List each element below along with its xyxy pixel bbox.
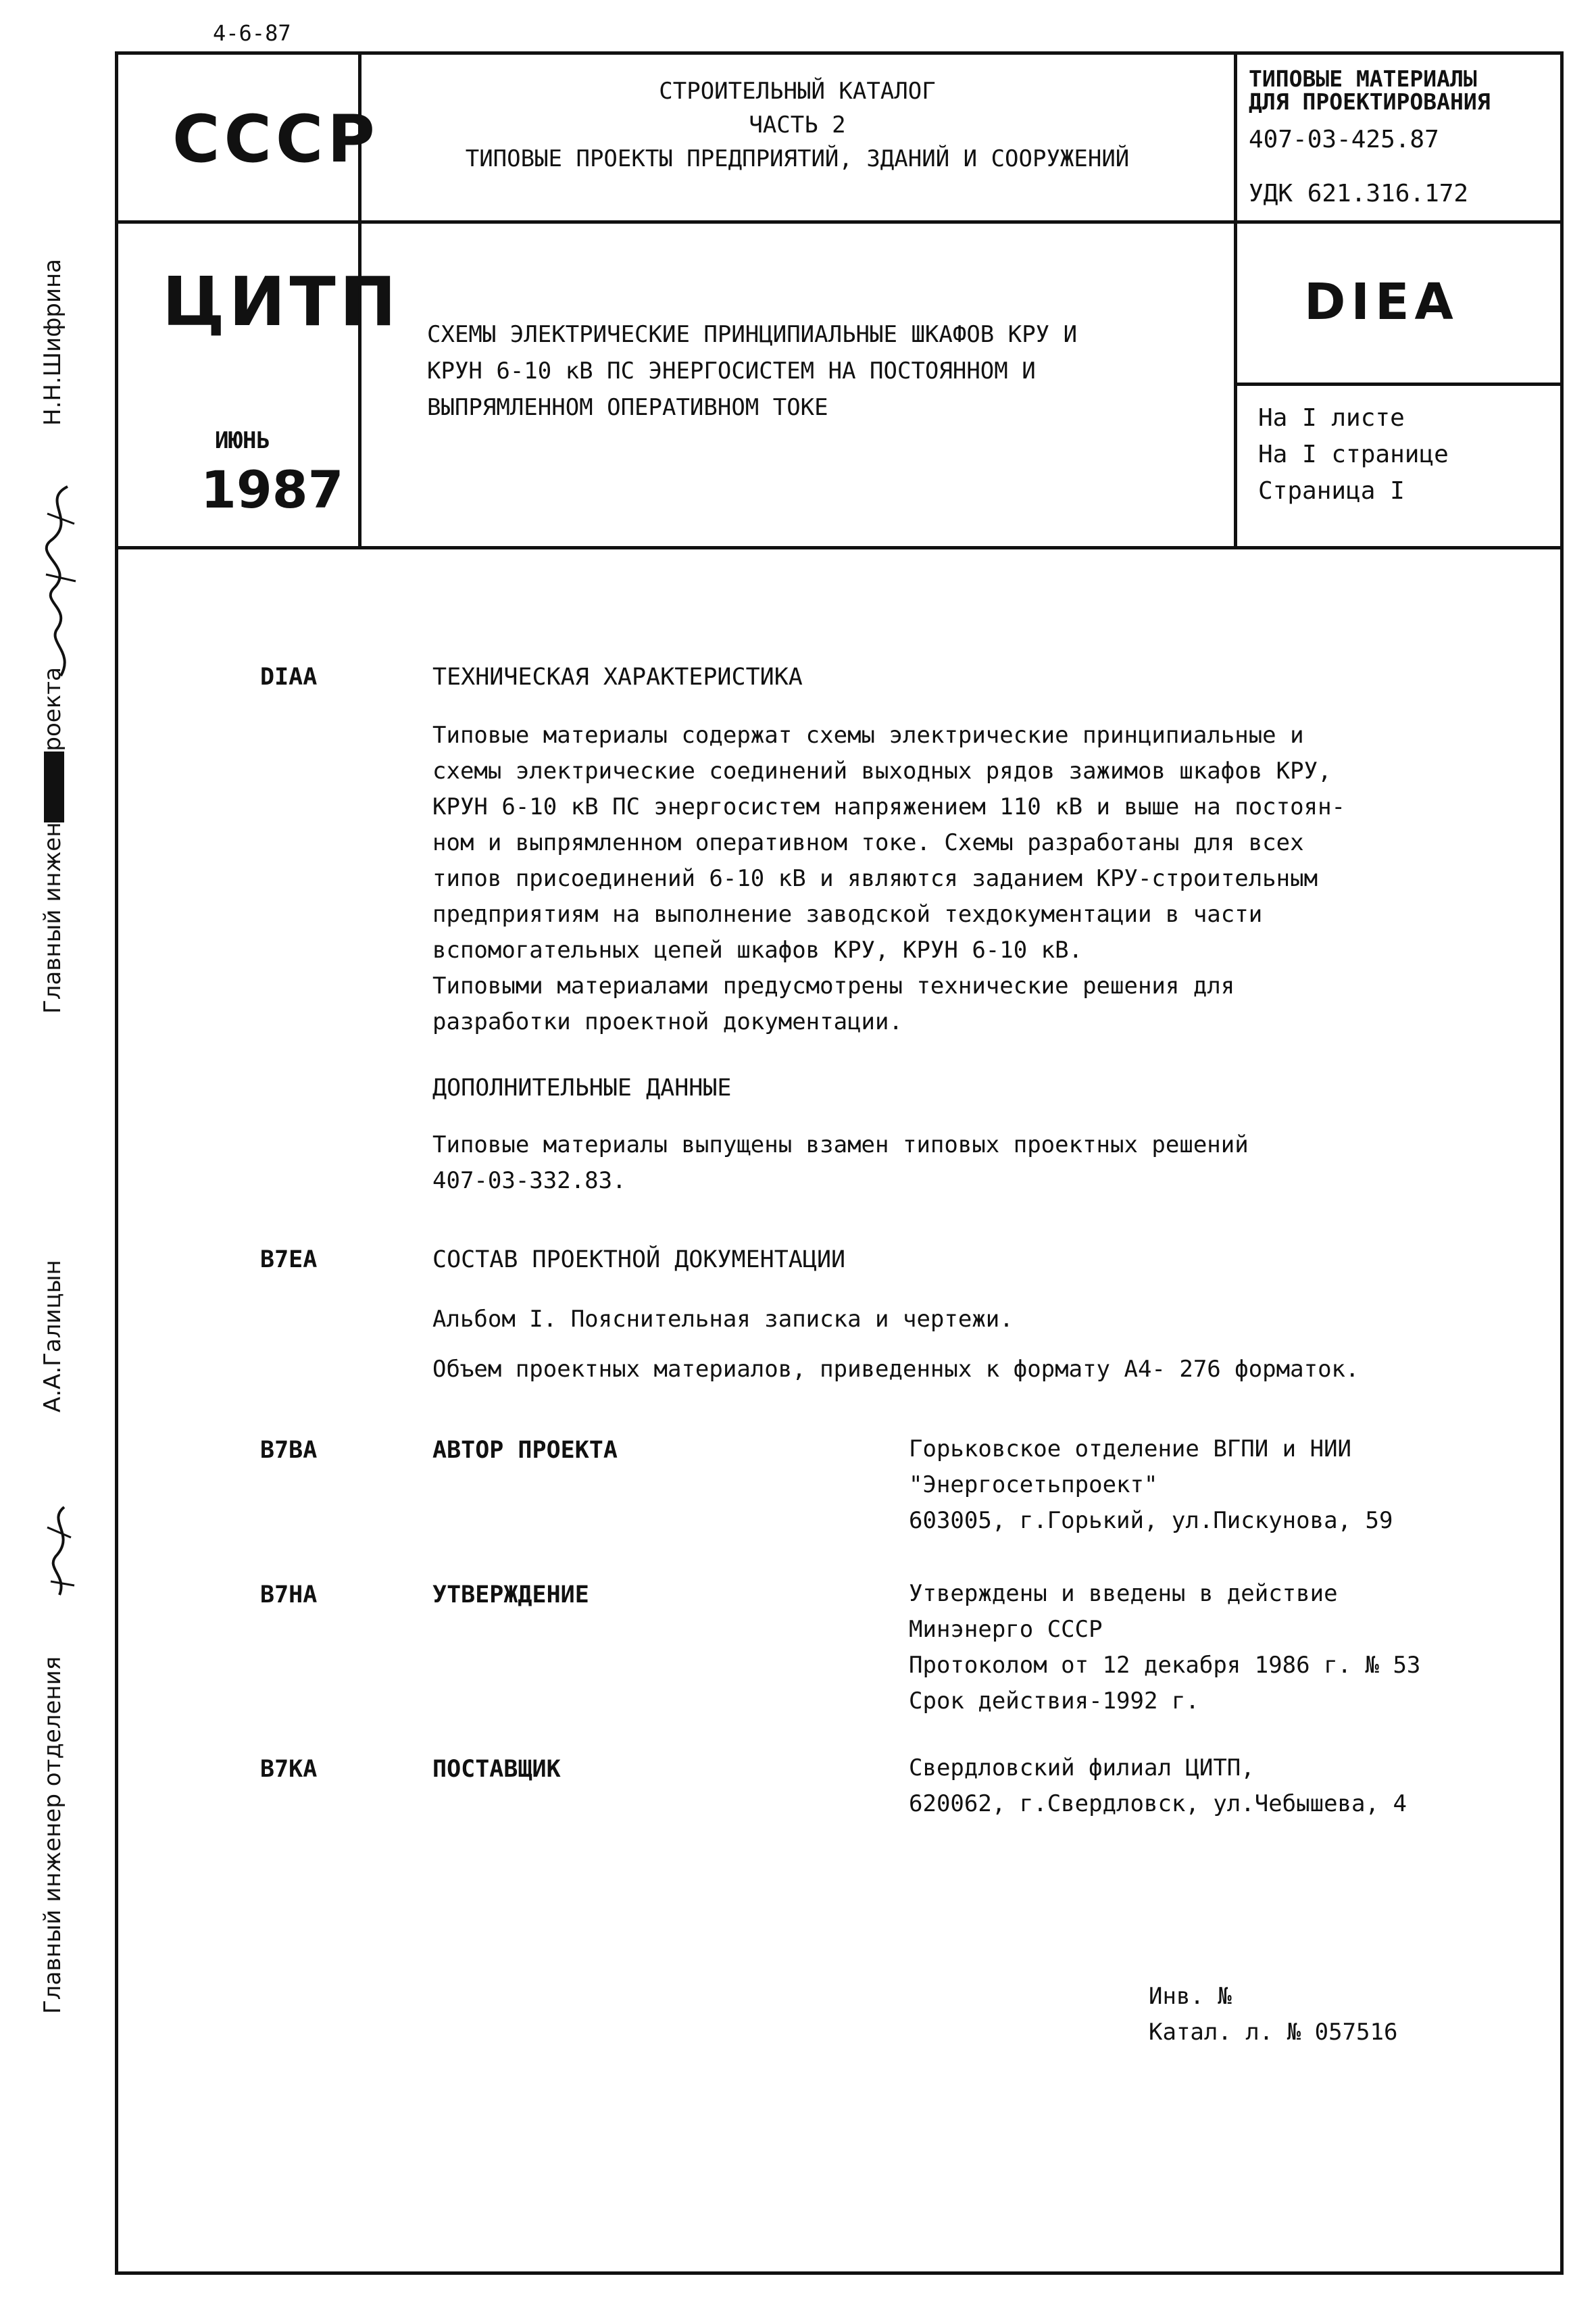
- section-heading-docs: СОСТАВ ПРОЕКТНОЙ ДОКУМЕНТАЦИИ: [432, 1246, 846, 1273]
- catalog-footer: [1149, 1979, 1397, 2050]
- catalog-heading: [361, 73, 1233, 177]
- udk-code: УДК 621.316.172: [1249, 180, 1469, 207]
- catalog-sheet-number: Катал. л. № 057516: [1149, 2019, 1398, 2046]
- margin-name-shifrina: Н.Н.Шифрина: [39, 258, 66, 426]
- tech-line: ном и выпрямленном оперативном токе. Схемы разработаны для всех: [432, 829, 1304, 856]
- approval-line: Минэнерго СССР: [909, 1616, 1103, 1643]
- catalog-line-2: ЧАСТЬ 2: [749, 112, 846, 139]
- section-code-docs: B7EA: [260, 1246, 318, 1273]
- supplier-details: [909, 1750, 1407, 1822]
- margin-chief-engineer-dept: Главный инженер отделения: [39, 1656, 66, 2014]
- title-line-2: КРУН 6-10 кВ ПС ЭНЕРГОСИСТЕМ НА ПОСТОЯННОМ И: [427, 358, 1036, 385]
- section-heading-extra: ДОПОЛНИТЕЛЬНЫЕ ДАННЫЕ: [432, 1075, 732, 1102]
- author-line: Горьковское отделение ВГПИ и НИИ: [909, 1435, 1352, 1462]
- margin-chief-engineer-project: [39, 667, 66, 1014]
- margin-chief-engineer-project-start: Главный инжен: [39, 822, 66, 1014]
- docs-volume: Объем проектных материалов, приведенных к формату А4- 276 форматок.: [432, 1356, 1360, 1383]
- document-title: [427, 316, 1077, 426]
- approval-line: Протоколом от 12 декабря 1986 г. № 53: [909, 1652, 1421, 1679]
- section-code-supplier: B7KA: [260, 1756, 318, 1783]
- materials-line-2: ДЛЯ ПРОЕКТИРОВАНИЯ: [1249, 89, 1491, 115]
- page-info: [1258, 400, 1449, 510]
- header-vline-right: [1234, 51, 1237, 549]
- section-heading-approval: УТВЕРЖДЕНИЕ: [432, 1581, 589, 1608]
- section-code-tech: DIAA: [260, 664, 318, 691]
- section-code-author: B7BA: [260, 1437, 318, 1464]
- author-line: "Энергосетьпроект": [909, 1471, 1158, 1498]
- tech-line: Типовые материалы содержат схемы электрические принципиальные и: [432, 722, 1304, 749]
- signature-galitsyn: [27, 1500, 88, 1615]
- classification-code: DIEA: [1304, 273, 1459, 331]
- approval-line: Срок действия-1992 г.: [909, 1688, 1199, 1715]
- tech-line: разработки проектной документации.: [432, 1008, 903, 1035]
- tech-line: типов присоединений 6-10 кВ и являются заданием КРУ-строительным: [432, 865, 1318, 892]
- section-heading-tech: ТЕХНИЧЕСКАЯ ХАРАКТЕРИСТИКА: [432, 664, 803, 691]
- extra-line: Типовые материалы выпущены взамен типовых проектных решений: [432, 1131, 1249, 1158]
- signature-shifrina: [27, 473, 88, 689]
- docs-album: Альбом I. Пояснительная записка и чертежи.: [432, 1306, 1014, 1333]
- margin-chief-engineer-project-end: роекта: [39, 667, 66, 752]
- tech-line: вспомогательных цепей шкафов КРУ, КРУН 6-10 кВ.: [432, 937, 1083, 964]
- org-label: ЦИТП: [162, 262, 401, 341]
- author-line: 603005, г.Горький, ул.Пискунова, 59: [909, 1507, 1393, 1534]
- month-label: ИЮНЬ: [215, 427, 270, 454]
- tech-paragraph: [432, 718, 1345, 1040]
- ussr-label: СССР: [172, 101, 379, 177]
- extra-paragraph: [432, 1127, 1249, 1199]
- section-code-approval: B7HA: [260, 1581, 318, 1608]
- tech-line: Типовыми материалами предусмотрены технические решения для: [432, 973, 1235, 1000]
- title-line-3: ВЫПРЯМЛЕННОМ ОПЕРАТИВНОМ ТОКЕ: [427, 394, 828, 421]
- margin-name-galitsyn: А.А.Галицын: [39, 1260, 66, 1412]
- header-divider-2: [115, 546, 1564, 549]
- year-label: 1987: [201, 460, 344, 520]
- document-number: 4-6-87: [213, 20, 291, 46]
- tech-line: схемы электрические соединений выходных рядов зажимов шкафов КРУ,: [432, 758, 1332, 785]
- supplier-line: Свердловский филиал ЦИТП,: [909, 1754, 1255, 1781]
- approval-line: Утверждены и введены в действие: [909, 1580, 1338, 1607]
- header-divider-right: [1234, 383, 1564, 386]
- title-line-1: СХЕМЫ ЭЛЕКТРИЧЕСКИЕ ПРИНЦИПИАЛЬНЫЕ ШКАФОВ КРУ И: [427, 321, 1078, 348]
- materials-line-1: ТИПОВЫЕ МАТЕРИАЛЫ: [1249, 66, 1477, 92]
- section-heading-author: АВТОР ПРОЕКТА: [432, 1437, 618, 1464]
- tech-line: КРУН 6-10 кВ ПС энергосистем напряжением 110 кВ и выше на постоян-: [432, 793, 1346, 820]
- header-divider-1: [115, 220, 1564, 224]
- sheets-count: На I листе: [1258, 404, 1405, 432]
- pages-count: На I странице: [1258, 441, 1449, 468]
- materials-block: [1249, 68, 1491, 114]
- catalog-line-3: ТИПОВЫЕ ПРОЕКТЫ ПРЕДПРИЯТИЙ, ЗДАНИЙ И СООРУЖЕНИЙ: [465, 145, 1130, 172]
- redacted-mark: [44, 752, 64, 822]
- approval-details: [909, 1576, 1420, 1719]
- supplier-line: 620062, г.Свердловск, ул.Чебышева, 4: [909, 1790, 1407, 1817]
- project-number: 407-03-425.87: [1249, 126, 1439, 153]
- extra-line: 407-03-332.83.: [432, 1167, 626, 1194]
- section-heading-supplier: ПОСТАВЩИК: [432, 1756, 561, 1783]
- inventory-number: Инв. №: [1149, 1983, 1232, 2010]
- author-details: [909, 1431, 1393, 1539]
- tech-line: предприятиям на выполнение заводской техдокументации в части: [432, 901, 1263, 928]
- catalog-line-1: СТРОИТЕЛЬНЫЙ КАТАЛОГ: [659, 78, 936, 105]
- page-number: Страница I: [1258, 477, 1405, 505]
